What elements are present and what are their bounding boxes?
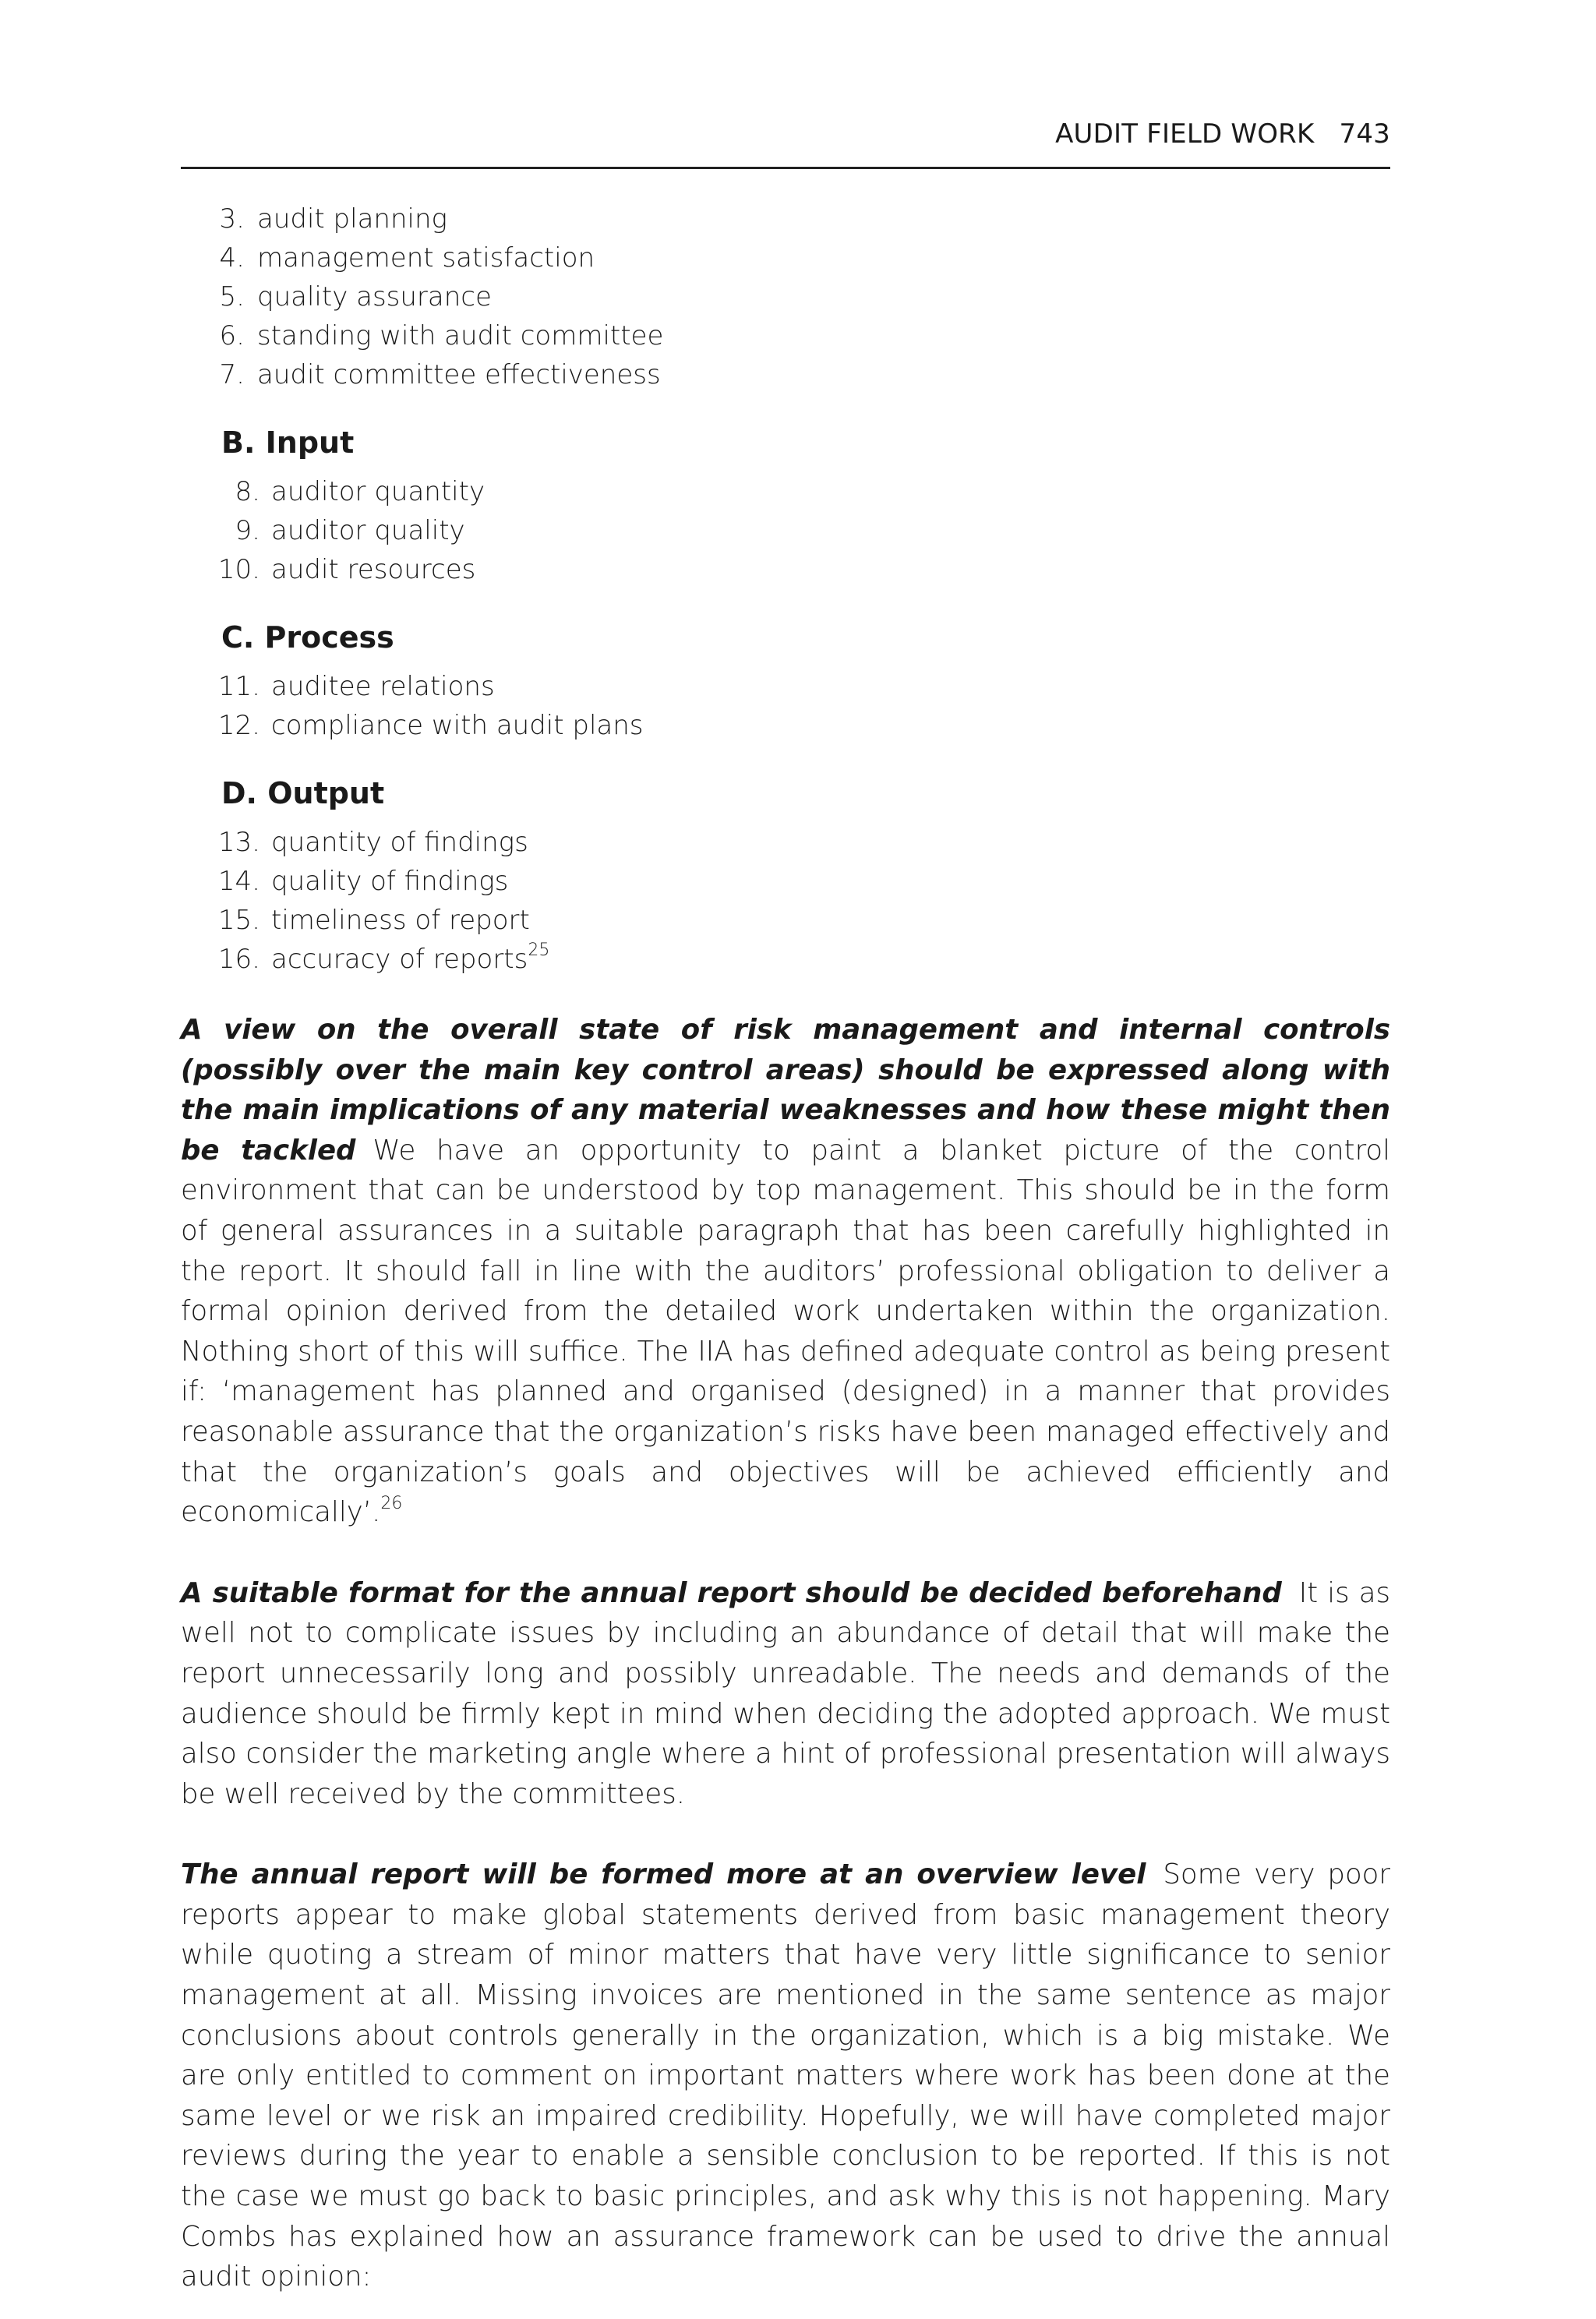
paragraph-body: Some very poor reports appear to make global statements derived from basic management theory while quoting a stream of minor matters that have very little significance to senior management at all. Missing invoices are mentioned in the same sentence as major conclusions about controls generally in the organization, which is a big mistake. We are only entitled to comment on important matters where work has been done at the same level or we risk an impaired credibility. Hopefully, we will have completed major reviews during the year to enable a sensible conclusion to be reported. If this is not the case we must go back to basic principles, and ask why this is not happening. Mary Combs has explained how an assurance framework can be used to drive the annual audit opinion: xyxy=(181,1858,1390,2293)
item-number: 7. xyxy=(219,359,245,390)
list-item xyxy=(181,823,1390,862)
item-text: auditor quality xyxy=(271,515,465,546)
page-content xyxy=(181,199,1390,2297)
criteria-list-input xyxy=(181,472,1390,589)
item-number: 12. xyxy=(217,710,260,741)
item-text: accuracy of reports$^{25}$ xyxy=(271,941,550,975)
criteria-list-process xyxy=(181,667,1390,745)
list-item xyxy=(181,472,1390,511)
body-paragraph xyxy=(181,1573,1390,1815)
book-page xyxy=(181,0,1390,2319)
header-rule xyxy=(181,167,1390,169)
body-paragraph xyxy=(181,1855,1390,2297)
item-number: 3. xyxy=(219,203,245,235)
item-number: 9. xyxy=(235,515,260,546)
paragraph-lead: A suitable format for the annual report should be decided beforehand xyxy=(181,1576,1282,1609)
item-number: 11. xyxy=(217,671,260,702)
item-text: quality of findings xyxy=(271,866,509,897)
paragraph-body: It is as well not to complicate issues by including an abundance of detail that will make the report unnecessarily long and possibly unreadable. The needs and demands of the audience should be firmly kept in mind when deciding the adopted approach. We must also consider the marketing angle where a hint of professional presentation will always be well received by the committees. xyxy=(181,1576,1390,1810)
section-heading-process: C. Process xyxy=(221,620,394,655)
footnote-marker: 26 xyxy=(380,1494,403,1514)
list-item xyxy=(181,277,1390,316)
item-text: compliance with audit plans xyxy=(271,710,644,741)
paragraph-body: We have an opportunity to paint a blanket picture of the control environment that can be understood by top management. This should be in the form of general assurances in a suitable paragraph that has been carefully highlighted in the report. It should fall in line with the auditors’ professional obligation to deliver a formal opinion derived from the detailed work undertaken within the organization. Nothing short of this will suffice. The IIA has defined adequate control as being present if: ‘management has planned and organised (designed) in a manner that provides reasonable assurance that the organization’s risks have been managed effectively and that the organization’s goals and objectives will be achieved efficiently and economically’. xyxy=(181,1134,1390,1529)
item-text: quantity of findings xyxy=(271,827,528,858)
item-number: 14. xyxy=(217,866,260,897)
list-item xyxy=(181,355,1390,394)
list-item xyxy=(181,316,1390,355)
body-paragraph xyxy=(181,1010,1390,1533)
list-item xyxy=(181,238,1390,277)
criteria-list-output xyxy=(181,823,1390,979)
item-text: quality assurance xyxy=(257,281,492,312)
item-text: auditee relations xyxy=(271,671,495,702)
item-text: timeliness of report xyxy=(271,905,530,936)
list-item xyxy=(181,511,1390,550)
item-number: 13. xyxy=(217,827,260,858)
item-text: management satisfaction xyxy=(257,242,595,274)
item-number: 6. xyxy=(219,320,245,351)
item-number: 15. xyxy=(217,905,260,936)
running-header xyxy=(1055,118,1390,150)
section-heading-output: D. Output xyxy=(221,776,385,810)
item-number: 5. xyxy=(219,281,245,312)
footnote-marker: 25 xyxy=(528,941,550,960)
list-item xyxy=(181,901,1390,940)
item-text: standing with audit committee xyxy=(257,320,664,351)
list-item xyxy=(181,199,1390,238)
paragraph-lead: The annual report will be formed more at an overview level xyxy=(181,1858,1146,1891)
item-number: 10. xyxy=(217,554,260,585)
criteria-list-a xyxy=(181,199,1390,394)
item-number: 4. xyxy=(219,242,245,274)
item-number: 16. xyxy=(217,944,260,975)
item-text: audit resources xyxy=(271,554,476,585)
list-item xyxy=(181,940,1390,979)
list-item xyxy=(181,667,1390,706)
list-item xyxy=(181,550,1390,589)
item-text: audit planning xyxy=(257,203,447,235)
list-item xyxy=(181,706,1390,745)
item-text: audit committee effectiveness xyxy=(257,359,661,390)
section-heading-input: B. Input xyxy=(221,425,355,460)
item-number: 8. xyxy=(235,476,260,507)
list-item xyxy=(181,862,1390,901)
item-text: auditor quantity xyxy=(271,476,486,507)
page-number: 743 xyxy=(1339,118,1390,150)
paragraph-lead: A view on the overall state of risk management and internal controls (possibly over the main key control areas) should be expressed along with the main implications of any material weaknesses and how these might then be tackled xyxy=(181,1014,1390,1167)
running-title: AUDIT FIELD WORK xyxy=(1055,118,1315,150)
